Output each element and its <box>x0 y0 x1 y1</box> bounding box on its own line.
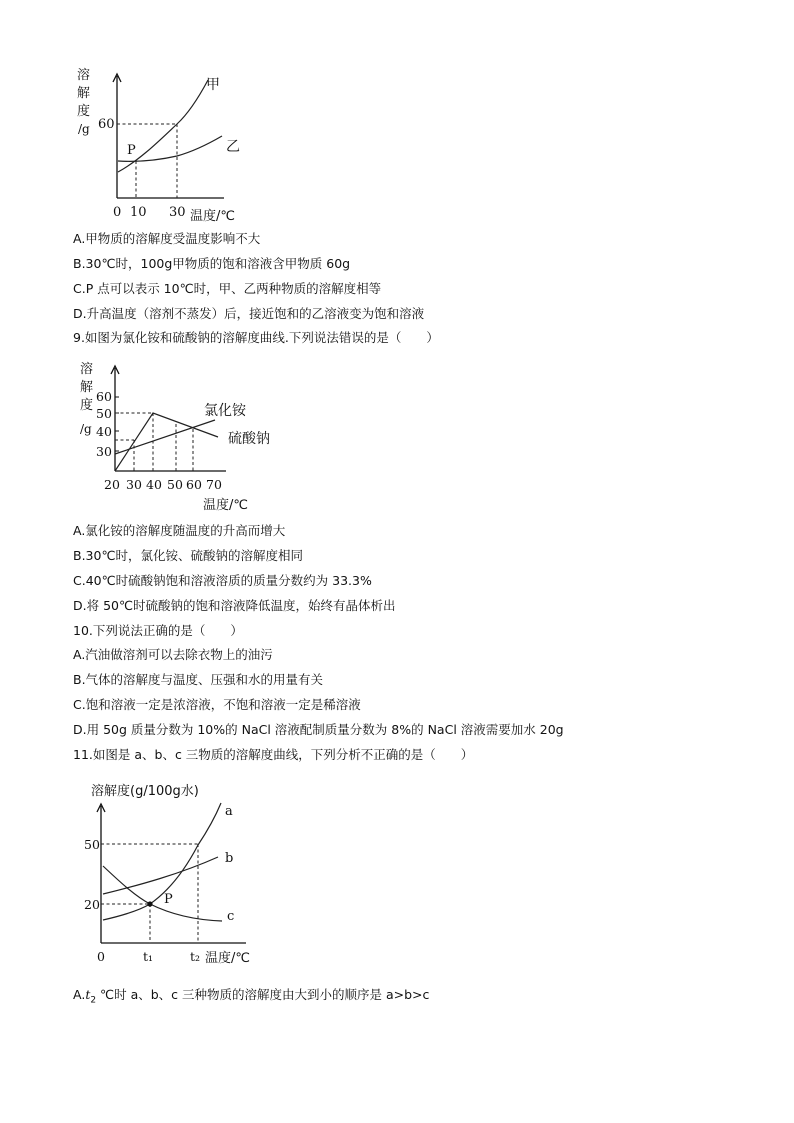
chart-3-point-p-label: P <box>164 892 173 907</box>
chart-1-ylabel-char: 度 <box>77 104 91 119</box>
q9-option-d: D.将 50℃时硫酸钠的饱和溶液降低温度，始终有晶体析出 <box>73 598 396 613</box>
chart-3-label-c: c <box>227 909 235 924</box>
chart-2-ytick-40: 40 <box>96 424 112 439</box>
chart-1-ytick-60: 60 <box>98 117 115 132</box>
chart-1-ylabel-char: /g <box>78 122 90 136</box>
q9-option-a: A.氯化铵的溶解度随温度的升高而增大 <box>73 523 286 538</box>
chart-1-point-p: P <box>127 143 136 158</box>
q10-option-d: D.用 50g 质量分数为 10%的 NaCl 溶液配制质量分数为 8%的 NaCl 溶液需要加水 20g <box>73 722 564 737</box>
q11-option-a-rest: ℃时 a、b、c 三种物质的溶解度由大到小的顺序是 a>b>c <box>96 987 430 1002</box>
chart-3-label-a: a <box>225 804 233 819</box>
q9-option-b: B.30℃时，氯化铵、硫酸钠的溶解度相同 <box>73 548 303 563</box>
chart-1-label-jia: 甲 <box>206 77 220 93</box>
chart-2-xtick-70: 70 <box>206 477 222 492</box>
chart-3-point-p <box>147 901 152 906</box>
chart-2-ylabel-char: 溶 <box>80 362 94 377</box>
chart-1-ylabel-char: 溶 <box>77 68 91 83</box>
chart-1-label-yi: 乙 <box>226 139 240 155</box>
q11-stem: 11.如图是 a、b、c 三物质的溶解度曲线，下列分析不正确的是（ ） <box>73 747 474 762</box>
q11-option-a-sub: 2 <box>90 995 97 1006</box>
chart-2-xtick-40: 40 <box>146 477 162 492</box>
chart-3-xtick-0: 0 <box>97 949 105 964</box>
q11-option-a-t: t <box>85 987 91 1002</box>
q10-option-c: C.饱和溶液一定是浓溶液，不饱和溶液一定是稀溶液 <box>73 697 361 712</box>
chart-1-xtick-10: 10 <box>130 205 147 220</box>
chart-2-xtick-20: 20 <box>104 477 120 492</box>
q10-option-b: B.气体的溶解度与温度、压强和水的用量有关 <box>73 672 324 687</box>
chart-3-ytick-20: 20 <box>84 897 100 912</box>
chart-2-ytick-60: 60 <box>96 389 112 404</box>
q10-option-a: A.汽油做溶剂可以去除衣物上的油污 <box>73 647 273 662</box>
chart-2-label-nh4cl: 氯化铵 <box>204 403 246 419</box>
chart-2-xtick-60: 60 <box>186 477 202 492</box>
chart-1-ylabel-char: 解 <box>77 86 91 101</box>
q8-option-a: A.甲物质的溶解度受温度影响不大 <box>73 231 261 246</box>
chart-2-ytick-50: 50 <box>96 406 112 421</box>
q9-stem: 9.如图为氯化铵和硫酸钠的溶解度曲线.下列说法错误的是（ ） <box>73 330 439 345</box>
chart-1-xtick-30: 30 <box>169 205 186 220</box>
chart-3-ytick-50: 50 <box>84 837 100 852</box>
chart-3-curve-b <box>103 857 218 894</box>
chart-2-ylabel-char: 度 <box>80 398 94 413</box>
chart-1-xtick-0: 0 <box>113 205 122 220</box>
chart-2-ytick-30: 30 <box>96 444 112 459</box>
chart-2-xtick-30: 30 <box>126 477 142 492</box>
q9-option-c: C.40℃时硫酸钠饱和溶液溶质的质量分数约为 33.3% <box>73 573 372 588</box>
q8-option-c: C.P 点可以表示 10℃时，甲、乙两种物质的溶解度相等 <box>73 281 382 296</box>
q11-option-a <box>73 987 429 1009</box>
chart-2-xlabel: 温度/℃ <box>203 498 248 513</box>
chart-2-ylabel-char: /g <box>80 422 92 436</box>
chart-3-xtick-t1: t₁ <box>143 949 154 964</box>
chart-2-label-na2so4: 硫酸钠 <box>228 431 270 447</box>
chart-3-xtick-t2: t₂ <box>190 949 201 964</box>
q11-option-a-prefix: A. <box>73 987 86 1002</box>
q8-option-b: B.30℃时，100g甲物质的饱和溶液含甲物质 60g <box>73 256 351 271</box>
q8-option-d: D.升高温度（溶剂不蒸发）后，接近饱和的乙溶液变为饱和溶液 <box>73 306 425 321</box>
chart-2-xtick-50: 50 <box>167 477 183 492</box>
chart-1-xlabel: 温度/℃ <box>190 209 235 224</box>
chart-3-ylabel: 溶解度(g/100g水) <box>91 784 199 799</box>
chart-2-ylabel-char: 解 <box>80 380 94 395</box>
chart-3-xlabel: 温度/℃ <box>205 951 250 966</box>
q10-stem: 10.下列说法正确的是（ ） <box>73 623 243 638</box>
chart-3-label-b: b <box>225 851 234 866</box>
chart-3-curve-a <box>103 803 221 920</box>
